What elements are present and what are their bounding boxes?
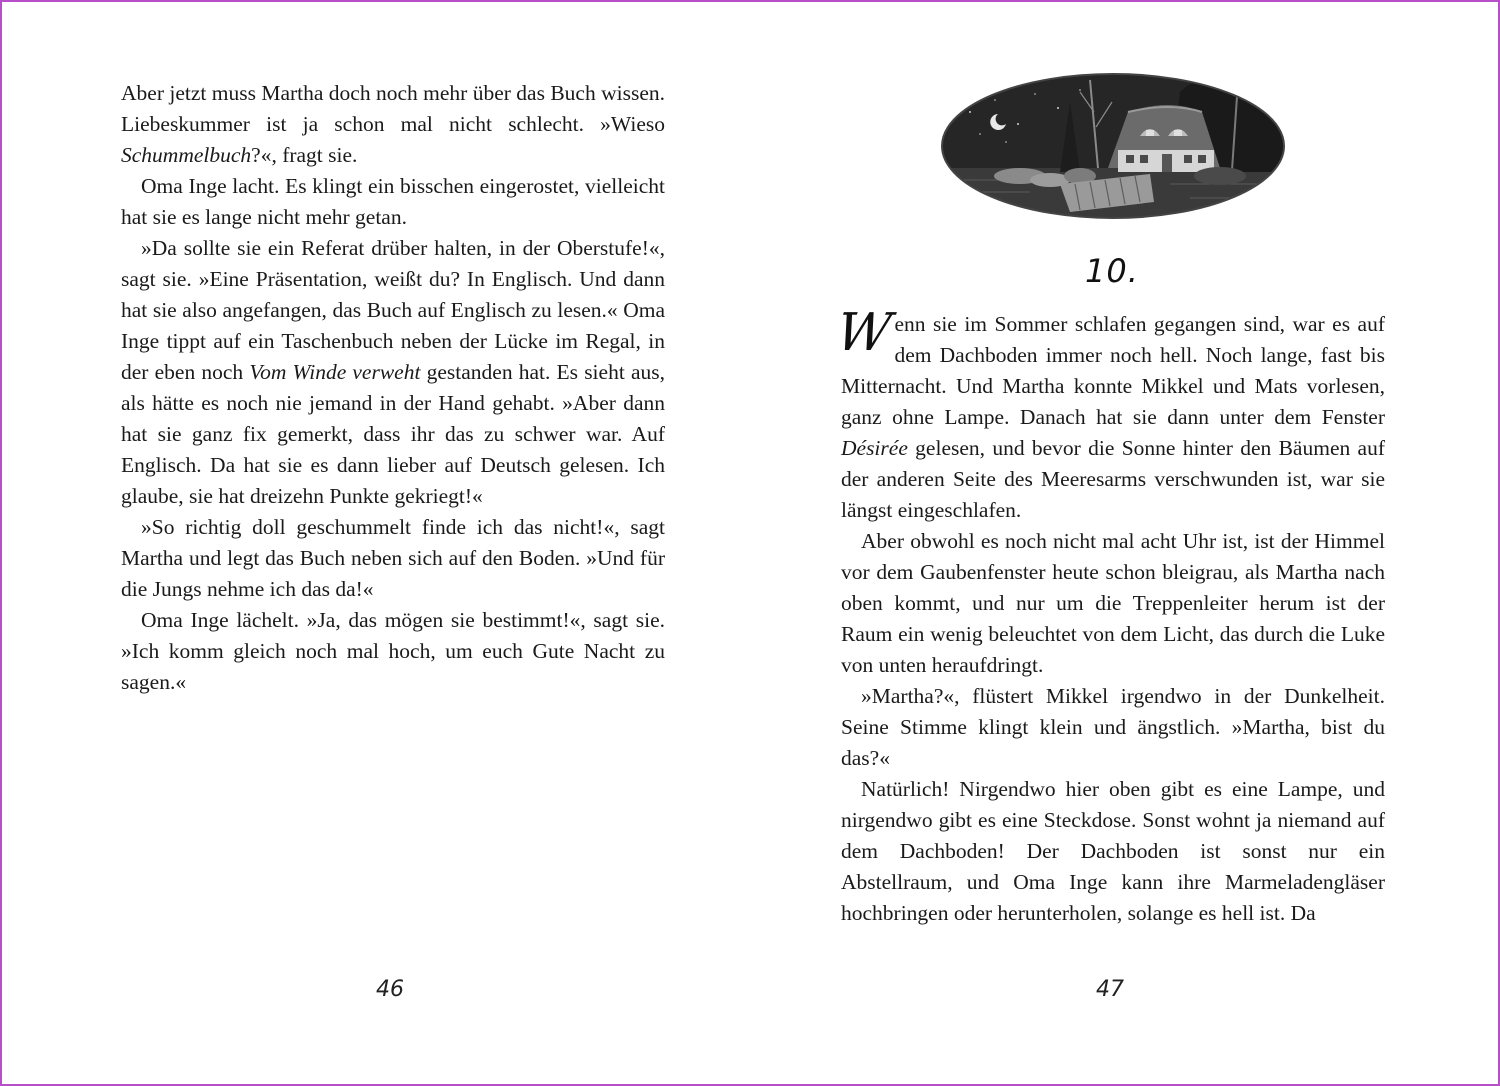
paragraph: »So richtig doll geschummelt finde ich das nicht!«, sagt Martha und legt das Buch neben sich auf den Boden. »Und für die Jungs nehme ich das da!« [121,515,665,601]
paragraph: »Da sollte sie ein Referat drüber halten, in der Oberstufe!«, sagt sie. »Eine Präsentation, weißt du? In Englisch. Und dann hat sie also angefangen, das Buch auf Englisch zu lesen.« Oma Inge tippt auf ein Taschenbuch neben der Lücke im Regal, in der eben noch Vom Winde verweht gestanden hat. Es sieht aus, als hätte es noch nie jemand in der Hand gehabt. »Aber dann hat sie ganz fix gemerkt, dass ihr das zu schwer war. Auf Englisch. Da hat sie es dann lieber auf Deutsch gelesen. Ich glaube, sie hat dreizehn Punkte gekriegt!« [121,236,665,508]
left-page-text [121,78,665,698]
paragraph: Aber obwohl es noch nicht mal acht Uhr ist, ist der Himmel vor dem Gaubenfenster heute schon bleigrau, als Martha nach oben kommt, und nur um die Treppenleiter herum ist der Raum ein wenig beleuchtet von dem Licht, das durch die Luke von unten heraufdringt. [841,529,1385,677]
paragraph: Wenn sie im Sommer schlafen gegangen sind, war es auf dem Dachboden immer noch hell. Noch lange, fast bis Mitternacht. Und Martha konnte Mikkel und Mats vorlesen, ganz ohne Lampe. Danach hat sie dann unter dem Fenster Désirée gelesen, und bevor die Sonne hinter den Bäumen auf der anderen Seite des Meeresarms verschwunden ist, war sie längst eingeschlafen. [832,303,1385,522]
page-number: 47 [1096,977,1124,1002]
paragraph: Oma Inge lächelt. »Ja, das mögen sie bestimmt!«, sagt sie. »Ich komm gleich noch mal hoch, um euch Gute Nacht zu sagen.« [121,608,665,694]
chapter-number: 10. [1085,252,1139,290]
left-page [2,2,752,1084]
paragraph: »Martha?«, flüstert Mikkel irgendwo in der Dunkelheit. Seine Stimme klingt klein und ängstlich. »Martha, bist du das?« [841,684,1385,770]
drop-cap: W [832,303,895,363]
paragraph: Aber jetzt muss Martha doch noch mehr über das Buch wissen. Liebeskummer ist ja schon mal nicht schlecht. »Wieso Schummelbuch?«, fragt sie. [121,81,665,167]
right-page-text [832,303,1385,929]
paragraph: Natürlich! Nirgendwo hier oben gibt es eine Lampe, und nirgendwo gibt es eine Steckdose. Sonst wohnt ja niemand auf dem Dachboden! Der Dachboden ist sonst nur ein Abstellraum, und Oma Inge kann ihre Marmeladengläser hochbringen oder herunterholen, solange es hell ist. Da [841,777,1385,925]
paragraph: Oma Inge lacht. Es klingt ein bisschen eingerostet, vielleicht hat sie es lange nicht mehr getan. [121,174,665,229]
page-number: 46 [376,977,404,1002]
night-cottage-illustration [940,72,1286,220]
right-page [752,2,1500,1084]
